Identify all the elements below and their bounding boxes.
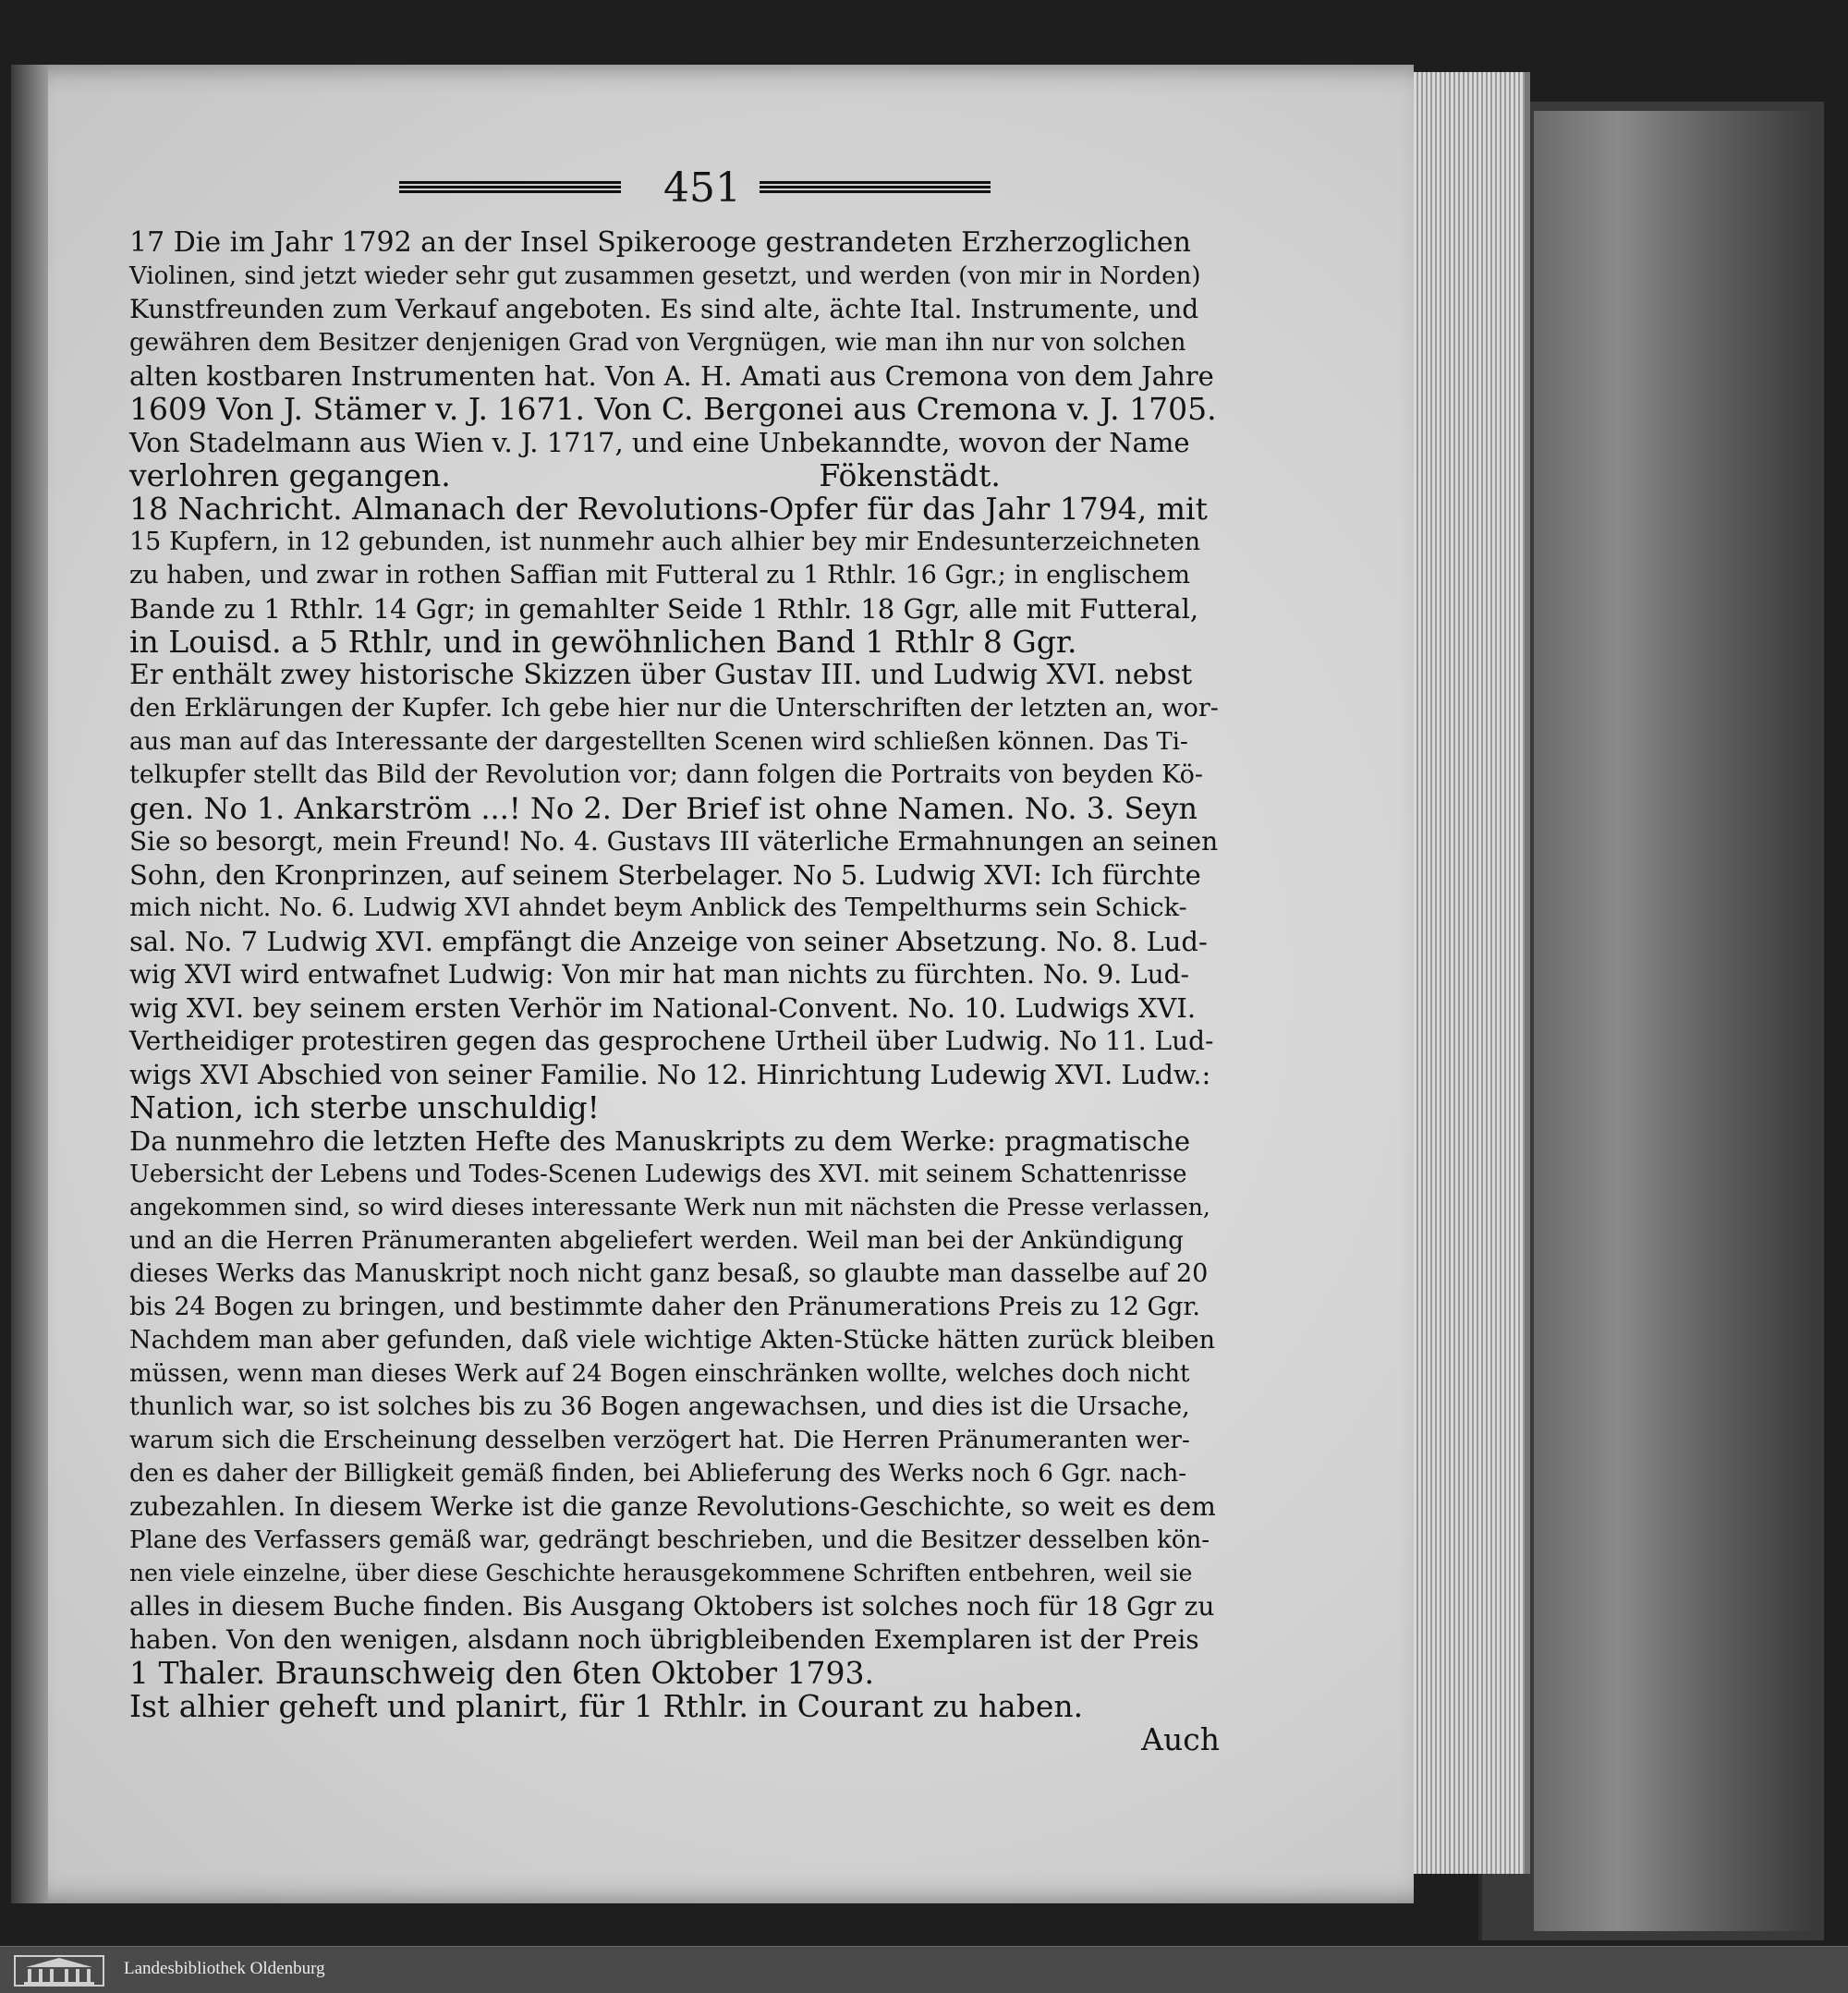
text-line: Von Stadelmann aus Wien v. J. 1717, und eine Unbekanndte, wovon der Name (129, 427, 1190, 458)
text-line: den Erklärungen der Kupfer. Ich gebe hier nur die Unterschriften der letzten an, wor- (129, 694, 1219, 723)
text-line: Nation, ich sterbe unschuldig! (129, 1089, 600, 1125)
text-line: alten kostbaren Instrumenten hat. Von A. H. Amati aus Cremona von dem Jahre (129, 360, 1214, 392)
text-line: Er enthält zwey historische Skizzen über Gustav III. und Ludwig XVI. nebst (129, 659, 1193, 691)
text-line: gen. No 1. Ankarström ...! No 2. Der Brief ist ohne Namen. No. 3. Seyn (129, 791, 1198, 826)
page-gutter (11, 65, 48, 1903)
text-line: zubezahlen. In diesem Werke ist die ganze Revolutions-Geschichte, so weit es dem (129, 1491, 1216, 1522)
text-line: warum sich die Erscheinung desselben verzögert hat. Die Herren Pränumeranten wer- (129, 1427, 1190, 1454)
book-spine (1534, 111, 1811, 1931)
header-rule-right (760, 181, 991, 194)
text-line: Vertheidiger protestiren gegen das gesprochene Urtheil über Ludwig. No 11. Lud- (129, 1026, 1214, 1056)
text-line: 15 Kupfern, in 12 gebunden, ist nunmehr auch alhier bey mir Endesunterzeichneten (129, 528, 1201, 556)
footer-label: Landesbibliothek Oldenburg (124, 1959, 325, 1978)
text-line: verlohren gegangen. Fökenstädt. (129, 457, 1001, 493)
text-line: Ist alhier geheft und planirt, für 1 Rthlr. in Courant zu haben. (129, 1688, 1084, 1724)
text-line: wig XVI. bey seinem ersten Verhör im National-Convent. No. 10. Ludwigs XVI. (129, 992, 1197, 1024)
header-rule-left (399, 181, 621, 194)
text-line: 17 Die im Jahr 1792 an der Insel Spikerooge gestrandeten Erzherzoglichen (129, 226, 1191, 259)
text-line: Auch (1141, 1721, 1220, 1757)
text-line: 1 Thaler. Braunschweig den 6ten Oktober 1793. (129, 1655, 874, 1691)
text-line: alles in diesem Buche finden. Bis Ausgang Oktobers ist solches noch für 18 Ggr zu (129, 1591, 1215, 1622)
footer-bar (0, 1946, 1848, 1993)
text-line: und an die Herren Pränumeranten abgeliefert werden. Weil man bei der Ankündigung (129, 1227, 1184, 1255)
text-line: aus man auf das Interessante der dargestellten Scenen wird schließen können. Das Ti- (129, 728, 1188, 756)
text-line: wigs XVI Abschied von seiner Familie. No 12. Hinrichtung Ludewig XVI. Ludw.: (129, 1059, 1211, 1090)
text-line: sal. No. 7 Ludwig XVI. empfängt die Anzeige von seiner Absetzung. No. 8. Lud- (129, 926, 1208, 957)
page-number: 451 (663, 164, 741, 212)
text-line: Violinen, sind jetzt wieder sehr gut zusammen gesetzt, und werden (von mir in Norden) (129, 262, 1201, 290)
text-line: Bande zu 1 Rthlr. 14 Ggr; in gemahlter Seide 1 Rthlr. 18 Ggr, alle mit Futteral, (129, 593, 1199, 625)
page-text (129, 226, 1220, 1756)
text-line: Uebersicht der Lebens und Todes-Scenen Ludewigs des XVI. mit seinem Schattenrisse (129, 1161, 1187, 1188)
text-line: haben. Von den wenigen, alsdann noch übrigbleibenden Exemplaren ist der Preis (129, 1624, 1199, 1655)
text-line: telkupfer stellt das Bild der Revolution vor; dann folgen die Portraits von beyden Kö- (129, 760, 1203, 789)
page-header (390, 157, 991, 213)
text-line: müssen, wenn man dieses Werk auf 24 Bogen einschränken wollte, welches doch nicht (129, 1360, 1190, 1388)
text-line: mich nicht. No. 6. Ludwig XVI ahndet beym Anblick des Tempelthurms sein Schick- (129, 893, 1187, 922)
text-line: thunlich war, so ist solches bis zu 36 Bogen angewachsen, und dies ist die Ursache, (129, 1392, 1190, 1421)
text-line: wig XVI wird entwafnet Ludwig: Von mir hat man nichts zu fürchten. No. 9. Lud- (129, 959, 1190, 990)
text-line: den es daher der Billigkeit gemäß finden, bei Ablieferung des Werks noch 6 Ggr. nach- (129, 1460, 1187, 1488)
text-line: 18 Nachricht. Almanach der Revolutions-Opfer für das Jahr 1794, mit (129, 491, 1208, 527)
text-line: nen viele einzelne, über diese Geschichte herausgekommene Schriften entbehren, weil sie (129, 1560, 1193, 1586)
text-line: zu haben, und zwar in rothen Saffian mit Futteral zu 1 Rthlr. 16 Ggr.; in englischem (129, 561, 1190, 589)
text-line: angekommen sind, so wird dieses interessante Werk nun mit nächsten die Presse verlassen, (129, 1194, 1210, 1221)
text-line: dieses Werks das Manuskript noch nicht ganz besaß, so glaubte man dasselbe auf 20 (129, 1259, 1209, 1288)
text-line: Sie so besorgt, mein Freund! No. 4. Gustavs III väterliche Ermahnungen an seinen (129, 826, 1219, 857)
text-line: gewähren dem Besitzer denjenigen Grad von Vergnügen, wie man ihn nur von solchen (129, 329, 1186, 357)
text-line: Da nunmehro die letzten Hefte des Manuskripts zu dem Werke: pragmatische (129, 1125, 1191, 1157)
text-line: in Louisd. a 5 Rthlr, und in gewöhnlichen Band 1 Rthlr 8 Ggr. (129, 624, 1077, 660)
page-edges (1404, 72, 1530, 1874)
text-line: Plane des Verfassers gemäß war, gedrängt beschrieben, und die Besitzer desselben kön- (129, 1526, 1210, 1554)
text-line: Kunstfreunden zum Verkauf angeboten. Es sind alte, ächte Ital. Instrumente, und (129, 294, 1199, 324)
library-building-icon (13, 1952, 105, 1987)
text-line: Nachdem man aber gefunden, daß viele wichtige Akten-Stücke hätten zurück bleiben (129, 1326, 1215, 1355)
text-line: Sohn, den Kronprinzen, auf seinem Sterbelager. No 5. Ludwig XVI: Ich fürchte (129, 859, 1201, 891)
text-line: 1609 Von J. Stämer v. J. 1671. Von C. Bergonei aus Cremona v. J. 1705. (129, 391, 1217, 427)
text-line: bis 24 Bogen zu bringen, und bestimmte daher den Pränumerations Preis zu 12 Ggr. (129, 1293, 1200, 1321)
